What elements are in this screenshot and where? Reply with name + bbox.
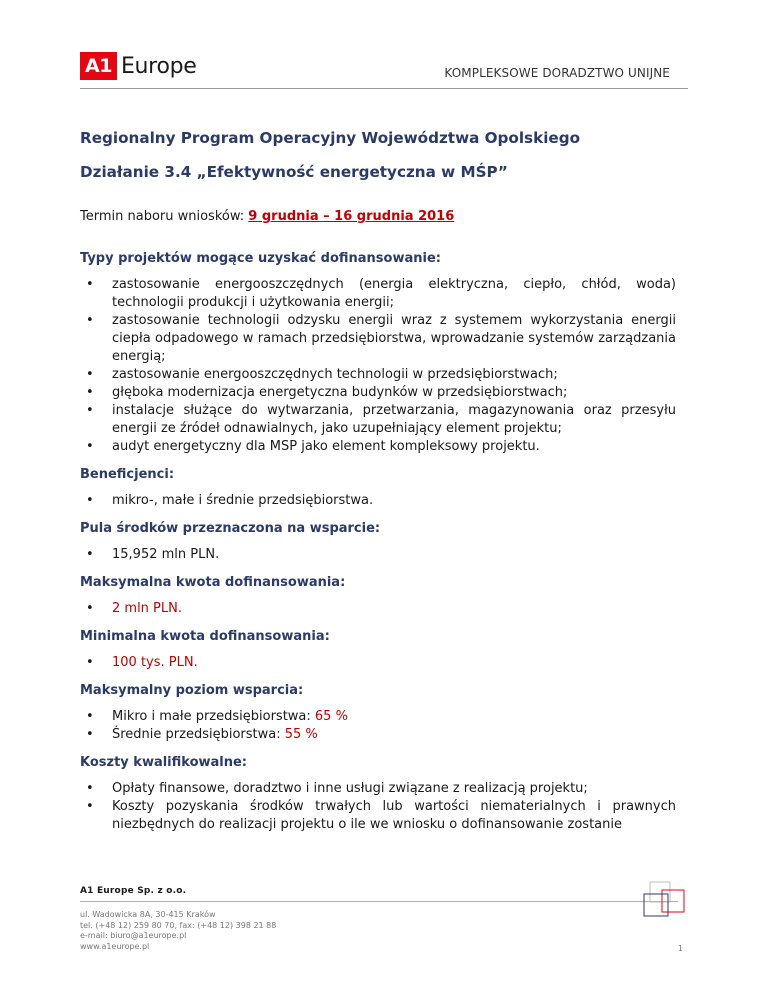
list-item [80, 312, 676, 366]
bullet-icon: • [86, 403, 94, 418]
bullet-icon: • [86, 781, 94, 796]
header-divider [80, 88, 688, 89]
section-heading-max-kwota: Maksymalna kwota dofinansowania: [80, 575, 346, 590]
bullet-icon: • [86, 601, 94, 616]
section-heading-min-kwota: Minimalna kwota dofinansowania: [80, 629, 330, 644]
footer-email: e-mail: biuro@a1europe.pl [80, 931, 187, 940]
bullet-icon: • [86, 313, 94, 328]
header-tagline: KOMPLEKSOWE DORADZTWO UNIJNE [444, 66, 670, 80]
list-item [80, 402, 676, 438]
max-kwota-value: 2 mln PLN. [112, 601, 182, 616]
list-item [80, 366, 676, 384]
list-item-text: instalacje służące do wytwarzania, przetwarzania, magazynowania oraz przesyłu energii ze źródeł odnawialnych, jako uzupełniający element projektu; [112, 403, 676, 436]
bullet-icon: • [86, 493, 94, 508]
footer-divider [80, 901, 678, 902]
section-heading-typy: Typy projektów mogące uzyskać dofinansowanie: [80, 251, 441, 266]
poziom-label: Średnie przedsiębiorstwa: [112, 727, 285, 742]
list-typy [80, 276, 676, 456]
list-poziom [80, 708, 676, 744]
list-item [80, 492, 676, 510]
list-item [80, 654, 676, 672]
poziom-value: 65 % [314, 709, 348, 724]
list-beneficjenci [80, 492, 676, 510]
list-item [80, 600, 676, 618]
termin-naboru [80, 208, 676, 226]
section-heading-poziom: Maksymalny poziom wsparcia: [80, 683, 304, 698]
company-logo [80, 52, 197, 80]
list-item [80, 384, 676, 402]
bullet-icon: • [86, 655, 94, 670]
footer-company-name: A1 Europe Sp. z o.o. [80, 886, 187, 896]
list-item-text: zastosowanie energooszczędnych technologii w przedsiębiorstwach; [112, 367, 558, 382]
list-pula [80, 546, 676, 564]
logo-a1-mark: A1 [80, 52, 117, 80]
footer-address: ul. Wadowicka 8A, 30-415 Kraków [80, 910, 216, 919]
bullet-icon: • [86, 799, 94, 814]
section-heading-pula: Pula środków przeznaczona na wsparcie: [80, 521, 381, 536]
list-item-text: 15,952 mln PLN. [112, 547, 220, 562]
list-item [80, 276, 676, 312]
page-number: 1 [677, 944, 683, 953]
document-title-line2: Działanie 3.4 „Efektywność energetyczna w MŚP” [80, 163, 508, 181]
poziom-label: Mikro i małe przedsiębiorstwa: [112, 709, 315, 724]
list-item [80, 726, 676, 744]
poziom-value: 55 % [284, 727, 318, 742]
list-item-text: zastosowanie technologii odzysku energii wraz z systemem wykorzystania energii ciepła odpadowego w ramach przedsiębiorstwa, wprowadzanie systemów zarządzania energią; [112, 313, 676, 364]
list-koszty [80, 780, 676, 834]
section-heading-beneficjenci: Beneficjenci: [80, 467, 175, 482]
bullet-icon: • [86, 367, 94, 382]
list-item [80, 798, 676, 834]
termin-label: Termin naboru wniosków: [80, 209, 249, 224]
bullet-icon: • [86, 547, 94, 562]
document-title-line1: Regionalny Program Operacyjny Województwa Opolskiego [80, 129, 581, 147]
bullet-icon: • [86, 709, 94, 724]
termin-dates: 9 grudnia – 16 grudnia 2016 [248, 209, 455, 224]
list-item-text: Opłaty finansowe, doradztwo i inne usługi związane z realizacją projektu; [112, 781, 588, 796]
bullet-icon: • [86, 439, 94, 454]
bullet-icon: • [86, 277, 94, 292]
list-item-text: mikro-, małe i średnie przedsiębiorstwa. [112, 493, 374, 508]
document-body [80, 118, 676, 834]
decorative-squares-icon [640, 880, 690, 920]
logo-europe-text: Europe [120, 53, 197, 79]
min-kwota-value: 100 tys. PLN. [112, 655, 198, 670]
bullet-icon: • [86, 385, 94, 400]
footer-address-block [80, 910, 276, 952]
bullet-icon: • [86, 727, 94, 742]
list-min-kwota [80, 654, 676, 672]
list-item [80, 546, 676, 564]
list-item-text: zastosowanie energooszczędnych (energia elektryczna, ciepło, chłód, woda) technologii produkcji i użytkowania energii; [112, 277, 676, 310]
list-item [80, 780, 676, 798]
list-item [80, 438, 676, 456]
list-max-kwota [80, 600, 676, 618]
footer-phone: tel. (+48 12) 259 80 70, fax: (+48 12) 398 21 88 [80, 920, 277, 930]
section-heading-koszty: Koszty kwalifikowalne: [80, 755, 248, 770]
list-item-text: Koszty pozyskania środków trwałych lub wartości niematerialnych i prawnych niezbędnych do realizacji projektu o ile we wniosku o dofinansowanie zostanie [112, 799, 676, 832]
footer-website: www.a1europe.pl [80, 941, 150, 951]
list-item [80, 708, 676, 726]
list-item-text: głęboka modernizacja energetyczna budynków w przedsiębiorstwach; [112, 385, 568, 400]
list-item-text: audyt energetyczny dla MSP jako element kompleksowy projektu. [112, 439, 540, 454]
